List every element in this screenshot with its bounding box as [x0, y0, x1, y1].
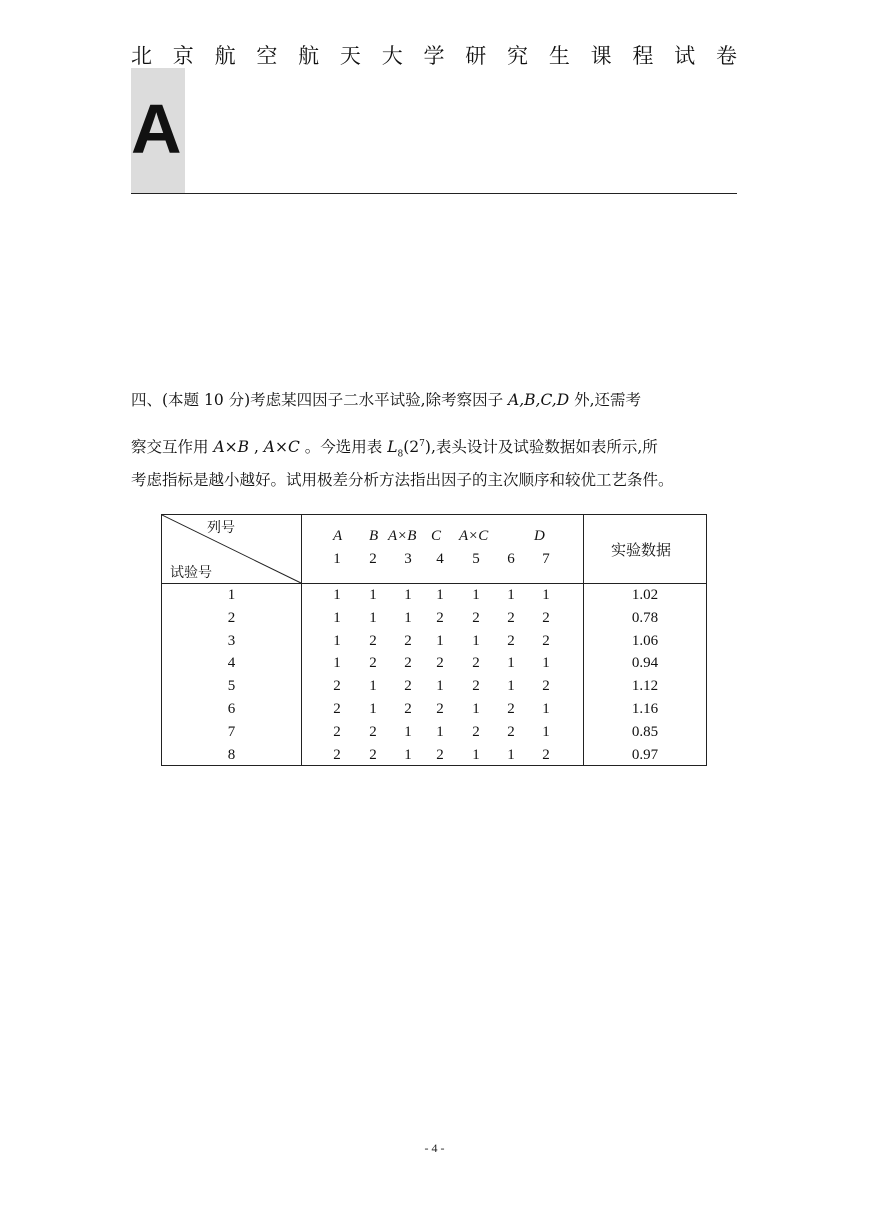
level-cell: 1	[436, 587, 444, 603]
level-cell: 2	[542, 609, 550, 626]
header-char: 究	[507, 44, 529, 68]
question-text: 察交互作用	[131, 438, 214, 457]
column-number: 4	[436, 551, 444, 567]
level-cell: 1	[333, 587, 341, 603]
level-cell: 1	[333, 632, 341, 649]
level-cell: 2	[436, 609, 444, 626]
question-line-1	[131, 390, 741, 410]
trial-number: 7	[227, 723, 236, 740]
factor-label: A×C	[459, 528, 489, 544]
experiment-value: 1.16	[631, 701, 659, 717]
level-cell: 2	[369, 655, 377, 672]
experiment-value: 1.06	[631, 632, 659, 649]
level-cell: 2	[507, 723, 515, 740]
header-char: 课	[590, 44, 612, 68]
level-cell: 1	[404, 746, 412, 763]
level-cell: 1	[436, 632, 444, 649]
level-cell: 2	[333, 678, 341, 695]
experiment-value: 1.12	[631, 678, 659, 695]
level-cell: 1	[472, 587, 480, 603]
factor-label: C	[431, 528, 442, 544]
level-cell: 2	[472, 723, 480, 740]
corner-column-label: 列号	[207, 520, 235, 536]
trial-number: 6	[227, 701, 236, 717]
header-char: 试	[674, 44, 696, 68]
trial-number: 4	[227, 655, 236, 672]
header-char: 程	[632, 44, 654, 68]
level-cell: 1	[333, 609, 341, 626]
level-cell: 2	[507, 609, 515, 626]
level-cell: 2	[369, 723, 377, 740]
header-char: 研	[465, 44, 487, 68]
header-char: 空	[256, 44, 278, 68]
level-cell: 1	[404, 609, 412, 626]
trial-number: 3	[227, 632, 236, 649]
level-cell: 1	[436, 678, 444, 695]
level-cell: 2	[542, 746, 550, 763]
level-cell: 2	[369, 746, 377, 763]
level-cell: 1	[507, 655, 515, 672]
column-number: 7	[542, 551, 550, 567]
level-cell: 2	[542, 678, 550, 695]
level-cell: 2	[542, 632, 550, 649]
level-cell: 2	[333, 723, 341, 740]
level-cell: 1	[542, 723, 550, 740]
level-cell: 2	[436, 701, 444, 717]
level-cell: 2	[404, 655, 412, 672]
design-table	[161, 514, 707, 766]
level-cell: 1	[369, 609, 377, 626]
level-cell: 1	[369, 701, 377, 717]
level-cell: 1	[404, 587, 412, 603]
header-char: 北	[131, 44, 152, 68]
question-text: 。今选用表	[299, 438, 388, 457]
level-cell: 2	[436, 746, 444, 763]
level-cell: 1	[542, 655, 550, 672]
trial-number: 1	[227, 587, 236, 603]
factor-label: B	[369, 528, 379, 544]
experiment-value: 0.78	[631, 609, 659, 626]
level-cell: 1	[542, 701, 550, 717]
question-text: )	[424, 438, 431, 457]
factor-label: A	[333, 528, 343, 544]
level-cell: 2	[507, 632, 515, 649]
level-cell: 1	[333, 655, 341, 672]
level-cell: 1	[472, 632, 480, 649]
orthogonal-table-subscript: 8	[397, 449, 404, 460]
experiment-value: 0.85	[631, 723, 659, 740]
level-cell: 2	[404, 678, 412, 695]
header-char: 学	[423, 44, 445, 68]
level-cell: 2	[472, 655, 480, 672]
question-line-3: 考虑指标是越小越好。试用极差分析方法指出因子的主次顺序和较优工艺条件。	[131, 471, 674, 489]
column-number: 6	[507, 551, 515, 567]
factor-list: A,B,C,D	[508, 391, 570, 409]
level-cell: 1	[404, 723, 412, 740]
level-cell: 2	[333, 701, 341, 717]
level-cell: 1	[369, 587, 377, 603]
trial-number: 5	[227, 678, 236, 695]
header-char: 航	[214, 44, 236, 68]
header-char: 天	[339, 44, 361, 68]
level-cell: 2	[369, 632, 377, 649]
page-number: - 4 -	[424, 1141, 445, 1155]
corner-row-label: 试验号	[170, 565, 212, 581]
level-cell: 1	[369, 678, 377, 695]
factor-label: A×B	[388, 528, 417, 544]
interaction-axb: A×B	[213, 438, 250, 457]
question-line-2	[131, 434, 741, 464]
level-cell: 1	[507, 678, 515, 695]
trial-number: 2	[227, 609, 236, 626]
interaction-axc: A×C	[263, 438, 300, 457]
level-cell: 1	[507, 587, 515, 603]
data-column-header: 实验数据	[611, 541, 672, 559]
level-cell: 2	[333, 746, 341, 763]
level-cell: 1	[542, 587, 550, 603]
level-cell: 2	[436, 655, 444, 672]
level-cell: 2	[404, 701, 412, 717]
experiment-value: 0.97	[631, 746, 659, 763]
level-cell: 1	[507, 746, 515, 763]
level-cell: 1	[436, 723, 444, 740]
question-text: ,	[249, 438, 264, 457]
column-number: 2	[369, 551, 377, 567]
column-number: 1	[333, 551, 341, 567]
header-char: 大	[381, 44, 403, 68]
exam-header-title	[131, 40, 737, 70]
header-char: 航	[298, 44, 320, 68]
header-char: 生	[548, 44, 570, 68]
level-cell: 2	[472, 609, 480, 626]
level-cell: 2	[472, 678, 480, 695]
question-text: 外,还需考	[569, 391, 641, 409]
orthogonal-table-superscript: 7	[419, 439, 425, 449]
column-number: 5	[472, 551, 480, 567]
column-number: 3	[404, 551, 412, 567]
level-cell: 1	[472, 701, 480, 717]
level-cell: 1	[472, 746, 480, 763]
header-char: 京	[172, 44, 194, 68]
experiment-value: 1.02	[631, 587, 659, 603]
factor-label: D	[534, 528, 545, 544]
level-cell: 2	[507, 701, 515, 717]
header-char: 卷	[715, 44, 737, 68]
orthogonal-table-symbol: L	[387, 438, 398, 457]
level-cell: 2	[404, 632, 412, 649]
exam-version-letter: A	[131, 90, 182, 168]
question-text: 四、(本题 10 分)考虑某四因子二水平试验,除考察因子	[131, 391, 509, 409]
question-text: ,表头设计及试验数据如表所示,所	[430, 438, 658, 457]
trial-number: 8	[227, 746, 236, 763]
question-text: (2	[403, 438, 420, 457]
experiment-value: 0.94	[631, 655, 659, 672]
header-rule	[131, 193, 737, 194]
